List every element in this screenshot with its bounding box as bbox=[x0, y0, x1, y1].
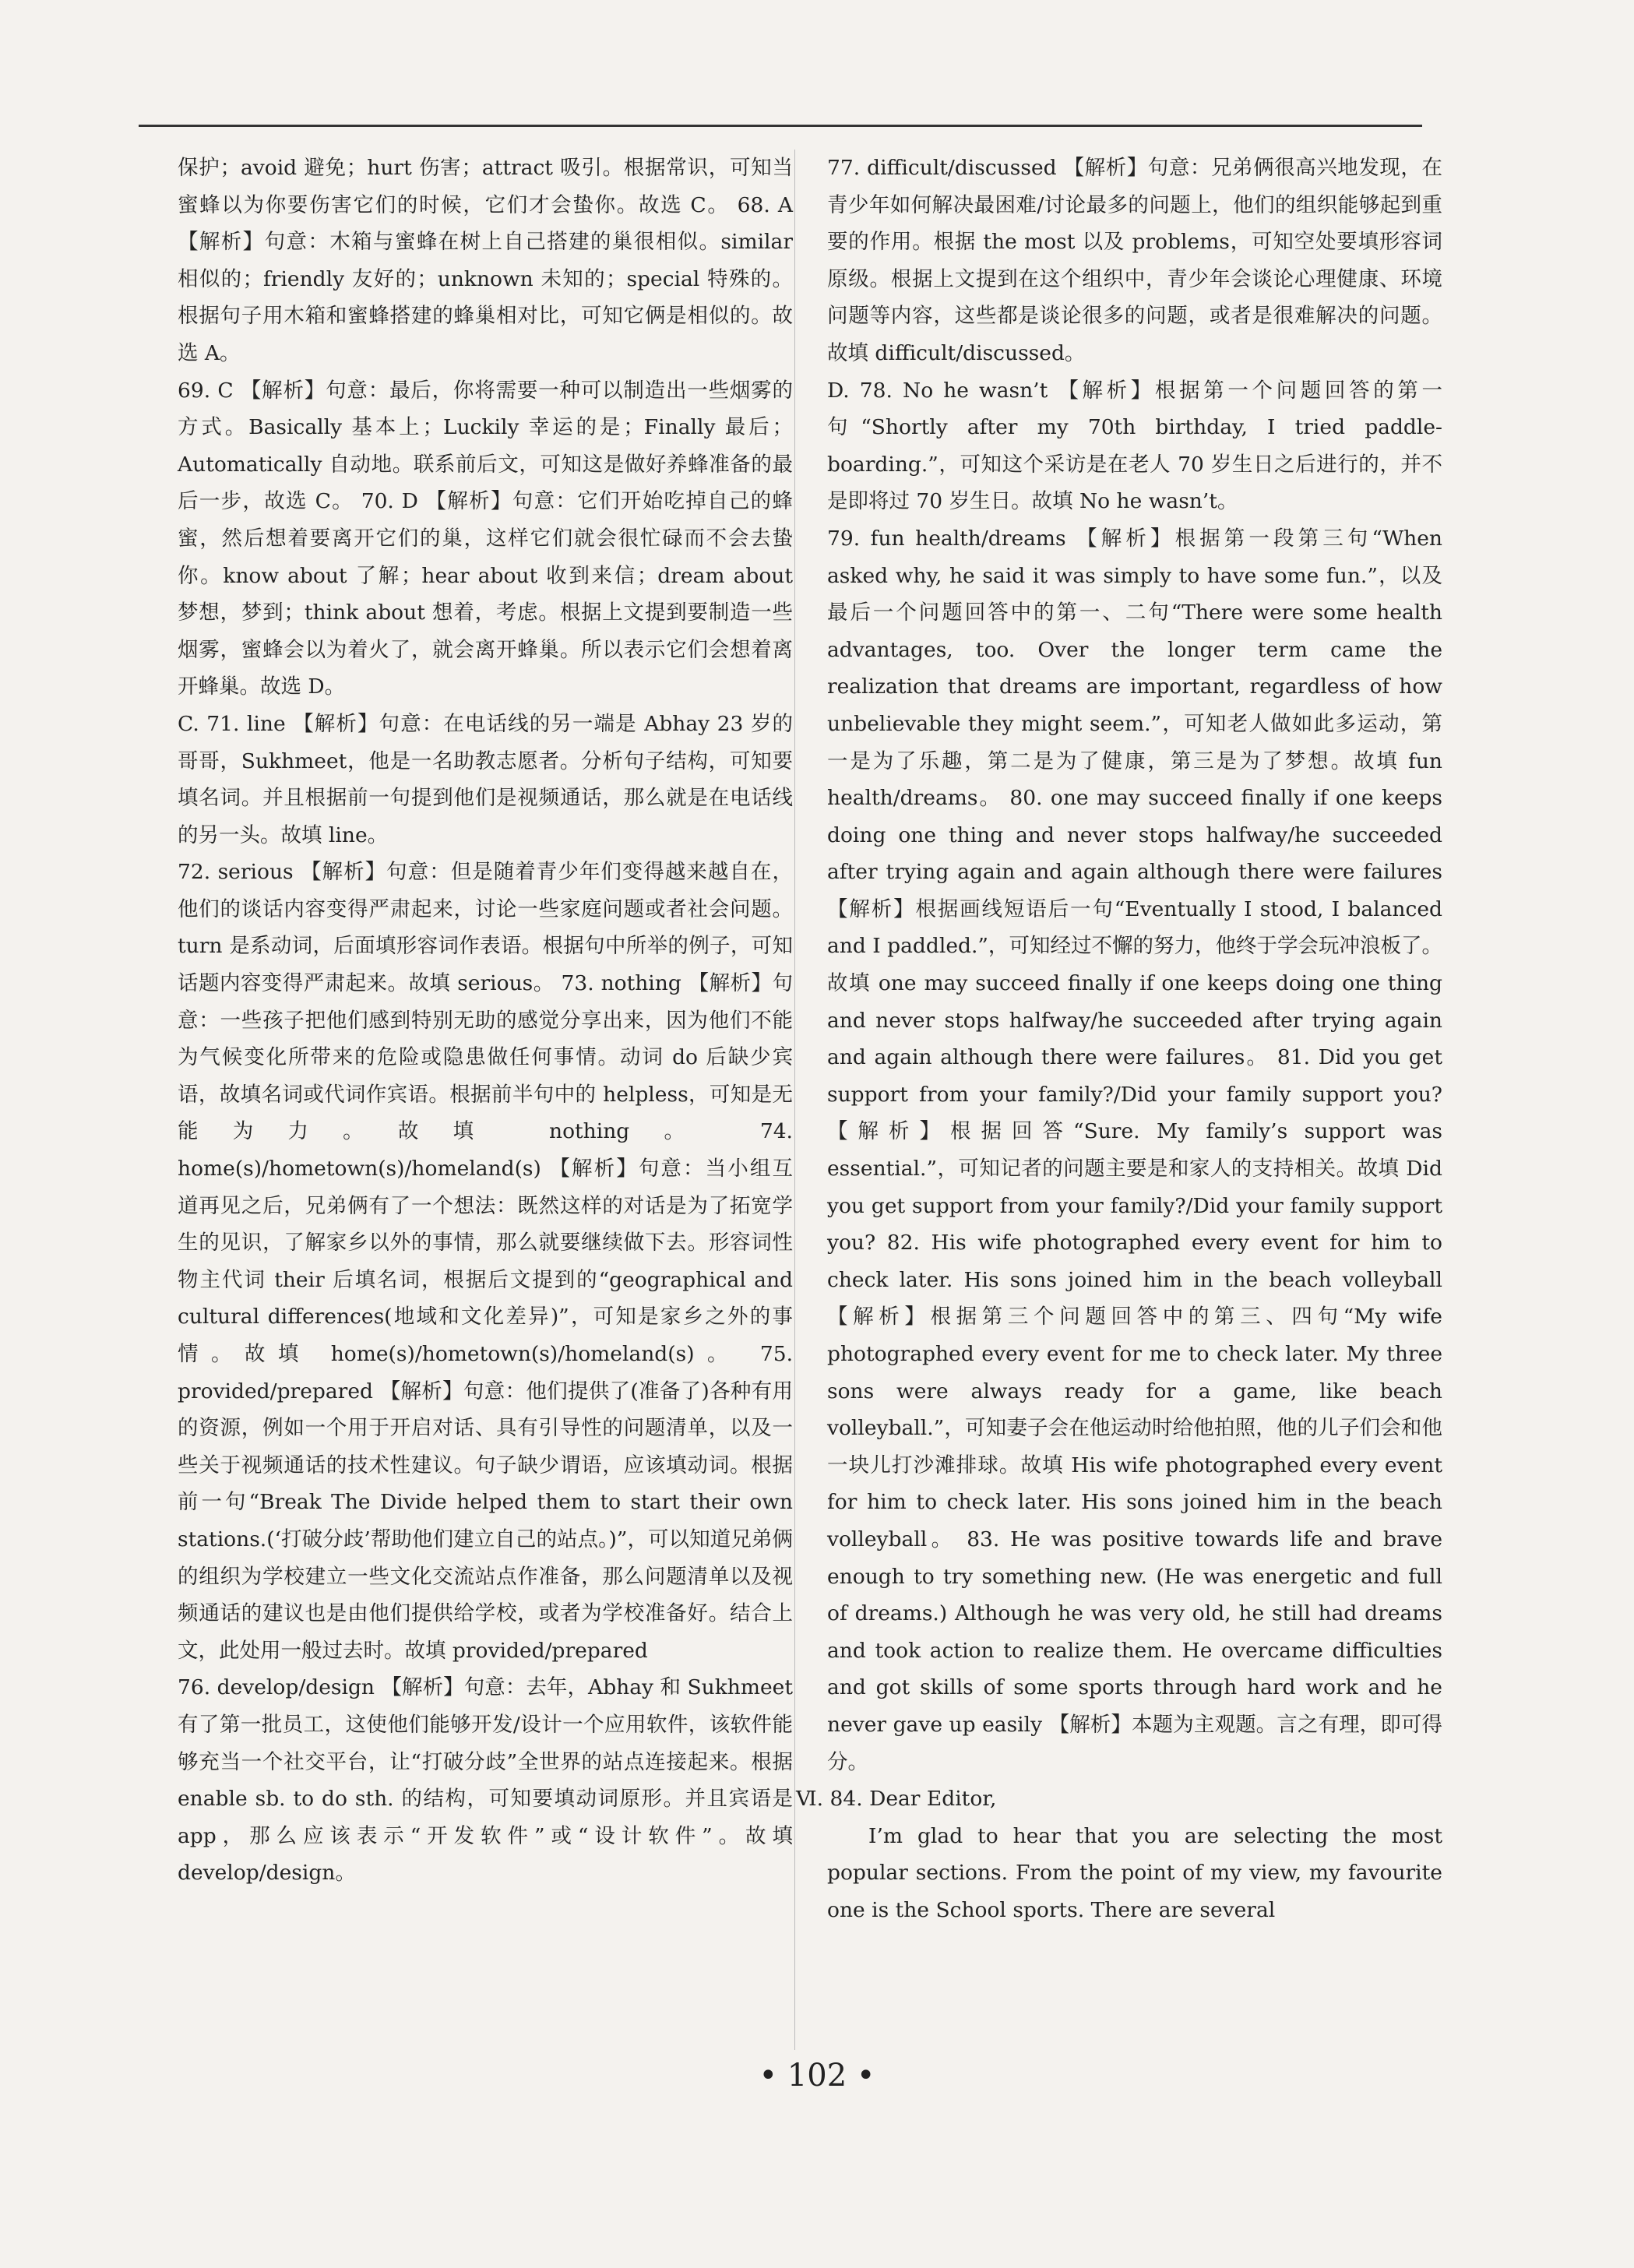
answer-paragraph: 69. C 【解析】句意：最后，你将需要一种可以制造出一些烟雾的方式。Basically 基本上；Luckily 幸运的是；Finally 最后；Automatically 自动地。联系前后文，可知这是做好养蜂准备的最后一步，故选 C。 70. D 【解析】句意：它们开始吃掉自己的蜂蜜，然后想着要离开它们的巢，这样它们就会很忙碌而不会去蛰你。know about 了解；hear about 收到来信；dream about 梦想，梦到；think about 想着，考虑。根据上文提到要制造一些烟雾，蜜蜂会以为着火了，就会离开蜂巢。所以表示它们会想着离开蜂巢。故选 D。 bbox=[178, 378, 793, 699]
answer-paragraph: 79. fun health/dreams 【解析】根据第一段第三句“When asked why, he said it was simply to have some fun.”，以及最后一个问题回答中的第一、二句“There were some health advantages, too. Over the longer term came the realization that dreams are important, regardless of how unbelievable they might seem.”，可知老人做如此多运动，第一是为了乐趣，第二是为了健康，第三是为了梦想。故填 fun health/dreams。 80. one may succeed finally if one keeps doing one thing and never stops halfway/he succeeded after trying again and again although there were failures 【解析】根据画线短语后一句“Eventually I stood, I balanced and I paddled.”，可知经过不懈的努力，他终于学会玩冲浪板了。故填 one may succeed finally if one keeps doing one thing and never stops halfway/he succeeded after trying again and again although there were failures。 81. Did you get support from your family?/Did your family support you? 【解析】根据回答“Sure. My family’s support was essential.”，可知记者的问题主要是和家人的支持相关。故填 Did you get support from your family?/Did your family support you? 82. His wife photographed every event for him to check later. His sons joined him in the beach volleyball 【解析】根据第三个问题回答中的第三、四句“My wife photographed every event for me to check later. My three sons were always ready for a game, like beach volleyball.”，可知妻子会在他运动时给他拍照，他的儿子们会和他一块儿打沙滩排球。故填 His wife photographed every event for him to check later. His sons joined him in the beach volleyball。 83. He was positive towards life and brave enough to try something new. (He was energetic and full of dreams.) Although he was very old, he still had dreams and took action to realize them. He overcame difficulties and got skills of some sports through hard work and he never gave up easily 【解析】本题为主观题。言之有理，即可得分。 bbox=[827, 526, 1442, 1774]
essay-body: I’m glad to hear that you are selecting the most popular sections. From the point of my view, my favourite one is the School sports. There are several bbox=[827, 1823, 1442, 1922]
essay-heading: Ⅵ. 84. Dear Editor, bbox=[796, 1787, 997, 1812]
answer-paragraph: 保护；avoid 避免；hurt 伤害；attract 吸引。根据常识，可知当蜜蜂以为你要伤害它们的时候，它们才会蛰你。故选 C。 68. A 【解析】句意：木箱与蜜蜂在树上自己搭建的巢很相似。similar 相似的；friendly 友好的；unknown 未知的；special 特殊的。根据句子用木箱和蜜蜂搭建的蜂巢相对比，可知它俩是相似的。故选 A。 bbox=[178, 156, 793, 365]
right-column bbox=[796, 150, 1442, 1929]
column-divider bbox=[794, 150, 795, 2050]
answer-paragraph: 76. develop/design 【解析】句意：去年，Abhay 和 Sukhmeet 有了第一批员工，这使他们能够开发/设计一个应用软件，该软件能够充当一个社交平台，让“打破分歧”全世界的站点连接起来。根据 enable sb. to do sth. 的结构，可知要填动词原形。并且宾语是 app，那么应该表示“开发软件”或“设计软件”。故填 develop/design。 bbox=[178, 1675, 793, 1886]
answer-paragraph: 77. difficult/discussed 【解析】句意：兄弟俩很高兴地发现，在青少年如何解决最困难/讨论最多的问题上，他们的组织能够起到重要的作用。根据 the most 以及 problems，可知空处要填形容词原级。根据上文提到在这个组织中，青少年会谈论心理健康、环境问题等内容，这些都是谈论很多的问题，或者是很难解决的问题。故填 difficult/discussed。 bbox=[827, 156, 1442, 365]
page-number: • 102 • bbox=[759, 2058, 875, 2094]
answer-paragraph: C. 71. line 【解析】句意：在电话线的另一端是 Abhay 23 岁的哥哥，Sukhmeet，他是一名助教志愿者。分析句子结构，可知要填名词。并且根据前一句提到他们是视频通话，那么就是在电话线的另一头。故填 line。 bbox=[178, 711, 793, 847]
answer-paragraph: D. 78. No he wasn’t 【解析】根据第一个问题回答的第一句“Shortly after my 70th birthday, I tried paddle-boarding.”，可知这个采访是在老人 70 岁生日之后进行的，并不是即将过 70 岁生日。故填 No he wasn’t。 bbox=[827, 378, 1442, 514]
header-rule bbox=[139, 125, 1422, 127]
answer-paragraph: 72. serious 【解析】句意：但是随着青少年们变得越来越自在，他们的谈话内容变得严肃起来，讨论一些家庭问题或者社会问题。turn 是系动词，后面填形容词作表语。根据句中所举的例子，可知话题内容变得严肃起来。故填 serious。 73. nothing 【解析】句意：一些孩子把他们感到特别无助的感觉分享出来，因为他们不能为气候变化所带来的危险或隐患做任何事情。动词 do 后缺少宾语，故填名词或代词作宾语。根据前半句中的 helpless，可知是无能为力。故填 nothing。 74. home(s)/hometown(s)/homeland(s) 【解析】句意：当小组互道再见之后，兄弟俩有了一个想法：既然这样的对话是为了拓宽学生的见识，了解家乡以外的事情，那么就要继续做下去。形容词性物主代词 their 后填名词，根据后文提到的“geographical and cultural differences(地域和文化差异)”，可知是家乡之外的事情。故填 home(s)/hometown(s)/homeland(s)。 75. provided/prepared 【解析】句意：他们提供了(准备了)各种有用的资源，例如一个用于开启对话、具有引导性的问题清单，以及一些关于视频通话的技术性建议。句子缺少谓语，应该填动词。根据前一句“Break The Divide helped them to start their own stations.(‘打破分歧’帮助他们建立自己的站点。)”，可以知道兄弟俩的组织为学校建立一些文化交流站点作准备，那么问题清单以及视频通话的建议也是由他们提供给学校，或者为学校准备好。结合上文，此处用一般过去时。故填 provided/prepared bbox=[178, 860, 793, 1663]
left-column bbox=[178, 150, 793, 1892]
